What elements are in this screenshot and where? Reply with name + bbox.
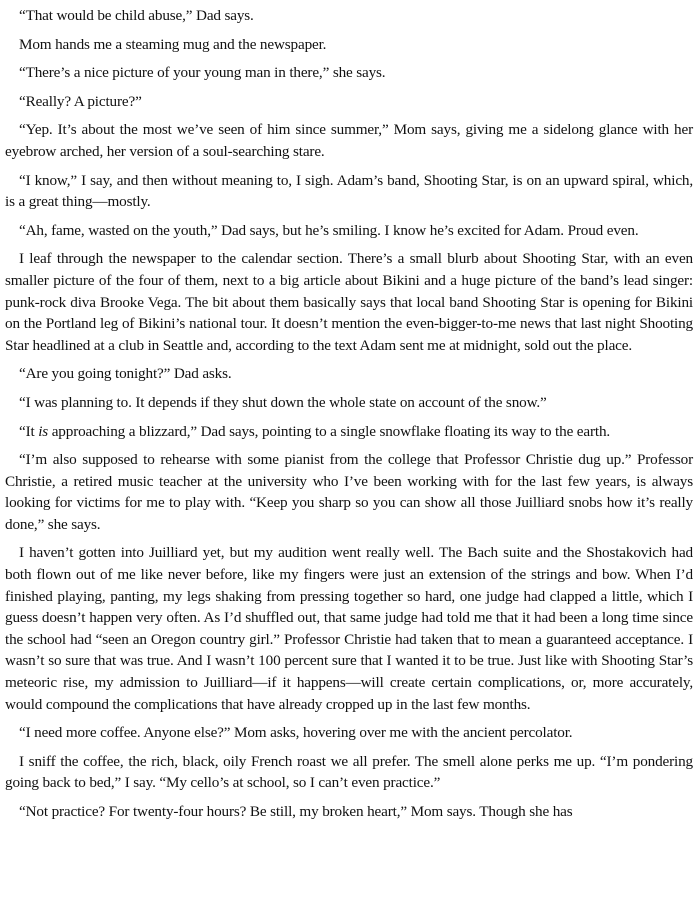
paragraph-text: I sniff the coffee, the rich, black, oily French roast we all prefer. The smell alone perks me up. “I’m pondering going back to bed,” I say. “My cello’s at school, so I can’t even practice.” xyxy=(5,752,693,792)
paragraph xyxy=(5,170,693,213)
paragraph xyxy=(5,722,693,744)
paragraph xyxy=(5,801,693,823)
paragraph-text: “I was planning to. It depends if they shut down the whole state on account of the snow.” xyxy=(19,393,547,411)
paragraph xyxy=(5,449,693,535)
paragraph xyxy=(5,542,693,715)
paragraph-text: “It xyxy=(19,422,39,440)
paragraph xyxy=(5,91,693,113)
paragraph xyxy=(5,34,693,56)
paragraph-text: “That would be child abuse,” Dad says. xyxy=(19,7,254,24)
paragraph-text: I haven’t gotten into Juilliard yet, but my audition went really well. The Bach suite and the Shostakovich had both flown out of me like never before, like my fingers were just an extension of the strings and bow. When I’d finished playing, panting, my legs shaking from pressing together so hard, one judge had clapped a little, which I guess doesn’t happen very often. As I’d shuffled out, that same judge had told me that it had been a long time since the school had “seen an Oregon country girl.” Professor Christie had taken that to mean a guaranteed acceptance. I wasn’t so sure that was true. And I wasn’t 100 percent sure that I wanted it to be true. Just like with Shooting Star’s meteoric rise, my admission to Juilliard—if it happens—will create certain complications, or, more accurately, would compound the complications that have already cropped up in the last few months. xyxy=(5,544,693,713)
paragraph xyxy=(5,5,693,27)
paragraph xyxy=(5,363,693,385)
paragraph-text: Mom hands me a steaming mug and the newspaper. xyxy=(19,35,327,53)
paragraph-text: “There’s a nice picture of your young man in there,” she says. xyxy=(19,64,386,82)
paragraph-text: “Yep. It’s about the most we’ve seen of him since summer,” Mom says, giving me a sidelong glance with her eyebrow arched, her version of a soul-searching stare. xyxy=(5,121,693,160)
paragraph-text: “I know,” I say, and then without meaning to, I sigh. Adam’s band, Shooting Star, is on an upward spiral, which, is a great thing—mostly. xyxy=(5,171,693,211)
document-page xyxy=(5,5,693,830)
paragraph xyxy=(5,248,693,356)
paragraph-text: “Ah, fame, wasted on the youth,” Dad says, but he’s smiling. I know he’s excited for Adam. Proud even. xyxy=(19,221,639,239)
paragraph-text: “I need more coffee. Anyone else?” Mom asks, hovering over me with the ancient percolator. xyxy=(19,724,573,742)
paragraph-text: approaching a blizzard,” Dad says, pointing to a single snowflake floating its way to the earth. xyxy=(48,422,611,440)
paragraph-text: “Really? A picture?” xyxy=(19,92,142,110)
paragraph-text: “Are you going tonight?” Dad asks. xyxy=(19,365,232,383)
paragraph xyxy=(5,392,693,414)
paragraph xyxy=(5,220,693,242)
paragraph-text: “I’m also supposed to rehearse with some pianist from the college that Professor Christie dug up.” Professor Christie, a retired music teacher at the university who I’ve been working with for the last few years, is always looking for victims for me to play with. “Keep you sharp so you can show all those Juilliard snobs how it’s really done,” she says. xyxy=(5,451,693,533)
paragraph xyxy=(5,62,693,84)
paragraph-text: “Not practice? For twenty-four hours? Be still, my broken heart,” Mom says. Though she has xyxy=(19,803,573,820)
paragraph xyxy=(5,751,693,794)
emphasis-text: is xyxy=(38,422,49,440)
paragraph xyxy=(5,119,693,162)
paragraph-text: I leaf through the newspaper to the calendar section. There’s a small blurb about Shooting Star, with an even smaller picture of the four of them, next to a big article about Bikini and a huge picture of the band’s lead singer: punk-rock diva Brooke Vega. The bit about them basically says that local band Shooting Star is opening for Bikini on the Portland leg of Bikini’s national tour. It doesn’t mention the even-bigger-to-me news that last night Shooting Star headlined at a club in Seattle and, according to the text Adam sent me at midnight, sold out the place. xyxy=(5,250,693,354)
paragraph xyxy=(5,421,693,443)
